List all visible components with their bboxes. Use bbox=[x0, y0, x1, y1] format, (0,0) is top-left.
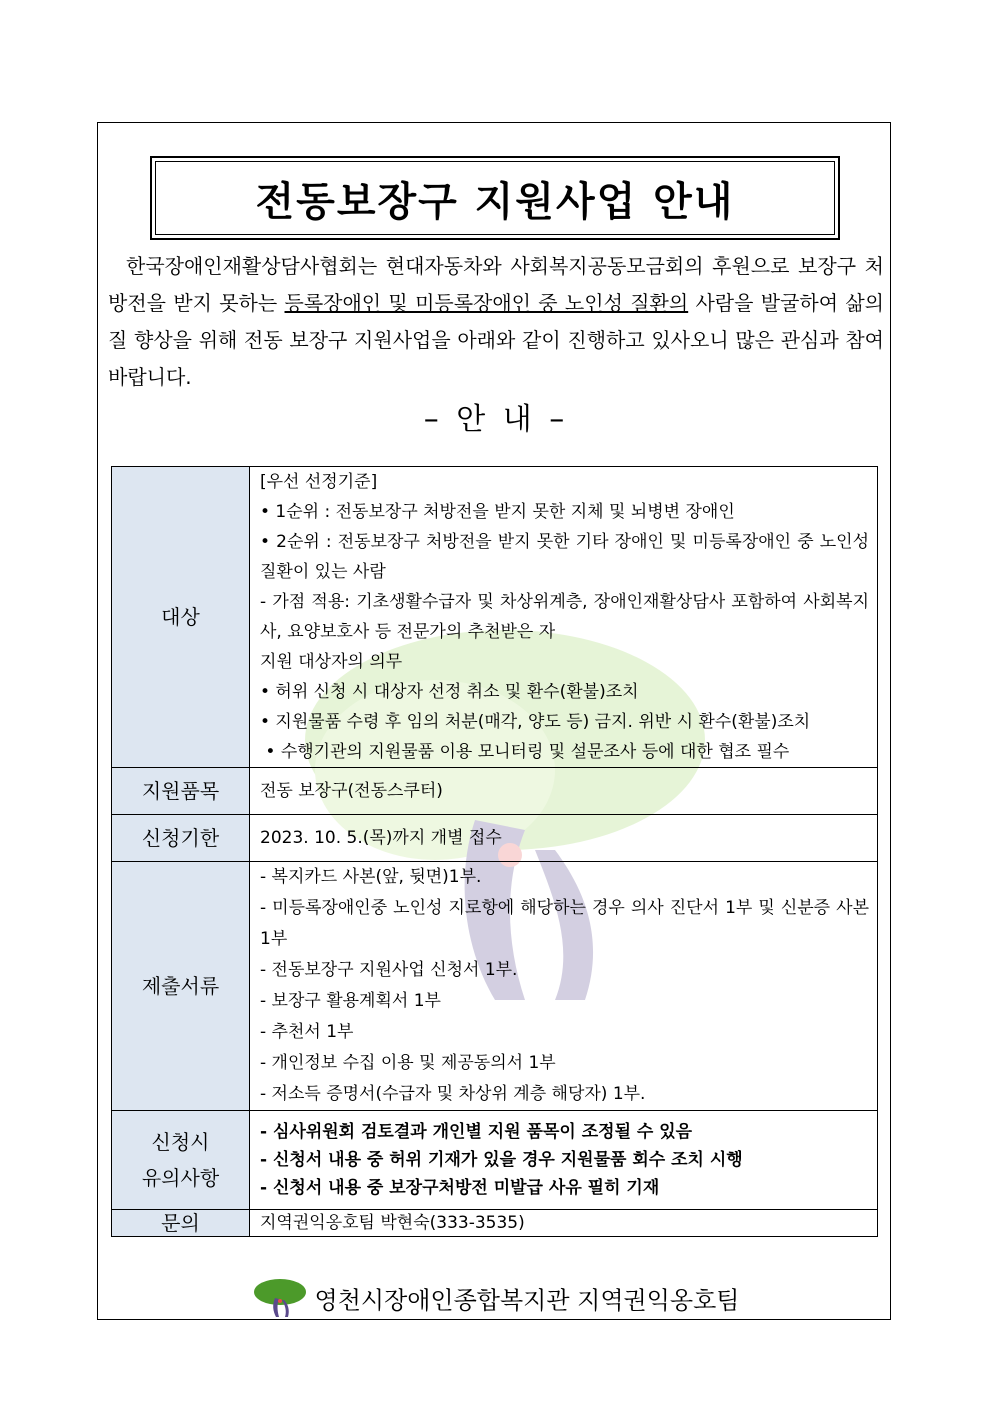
document-item: - 추천서 1부 bbox=[260, 1022, 354, 1042]
notes-content bbox=[250, 1111, 878, 1210]
info-table bbox=[111, 466, 878, 1237]
row-contact bbox=[112, 1210, 878, 1237]
page-title: 전동보장구 지원사업 안내 bbox=[155, 161, 835, 235]
target-line: • 지원물품 수령 후 임의 처분(매각, 양도 등) 금지. 위반 시 환수(환불)조치 bbox=[260, 712, 811, 732]
row-deadline bbox=[112, 815, 878, 862]
label-target: 대상 bbox=[112, 467, 250, 768]
label-deadline: 신청기한 bbox=[112, 815, 250, 862]
note-item: - 심사위원회 검토결과 개인별 지원 품목이 조정될 수 있음 bbox=[260, 1122, 693, 1142]
label-notes-line1: 신청시 bbox=[151, 1130, 210, 1154]
deadline-value: 2023. 10. 5.(목)까지 개별 접수 bbox=[250, 815, 878, 862]
target-line: 지원 대상자의 의무 bbox=[260, 652, 403, 672]
intro-underlined-text: 등록장애인 및 미등록장애인 중 노인성 질환의 bbox=[284, 291, 689, 315]
tree-logo-icon bbox=[253, 1278, 307, 1318]
title-box bbox=[150, 156, 840, 240]
document-item: - 개인정보 수집 이용 및 제공동의서 1부 bbox=[260, 1053, 556, 1073]
target-line: • 허위 신청 시 대상자 선정 취소 및 환수(환불)조치 bbox=[260, 682, 639, 702]
document-item: - 저소득 증명서(수급자 및 차상위 계층 해당자) 1부. bbox=[260, 1084, 646, 1104]
target-line: • 1순위 : 전동보장구 처방전을 받지 못한 지체 및 뇌병변 장애인 bbox=[260, 502, 735, 522]
note-item: - 신청서 내용 중 허위 기재가 있을 경우 지원물품 회수 조치 시행 bbox=[260, 1150, 743, 1170]
intro-text-part1: 한국장애인재활상담사협회는 현대자동차와 사회복지공동모금회의 후원으로 보장구 처방전을 받지 못하는 bbox=[108, 254, 884, 315]
document-item: - 전동보장구 지원사업 신청서 1부. bbox=[260, 960, 518, 980]
label-notes-line2: 유의사항 bbox=[141, 1166, 220, 1190]
documents-content bbox=[250, 862, 878, 1111]
label-documents: 제출서류 bbox=[112, 862, 250, 1111]
intro-paragraph bbox=[108, 248, 884, 396]
intro-text-part2: 사람을 발굴하여 삶의 질 향상을 위해 전동 보장구 지원사업을 아래와 같이 진행하고 있사오니 많은 관심과 참여 바랍니다. bbox=[108, 291, 884, 389]
label-notes bbox=[112, 1111, 250, 1210]
footer bbox=[0, 1278, 992, 1318]
document-item: - 보장구 활용계획서 1부 bbox=[260, 991, 441, 1011]
notice-heading: – 안 내 – bbox=[423, 402, 569, 437]
target-line: - 가점 적용: 기초생활수급자 및 차상위계층, 장애인재활상담사 포함하여 사회복지사, 요양보호사 등 전문가의 추천받은 자 bbox=[260, 592, 869, 642]
label-contact: 문의 bbox=[112, 1210, 250, 1237]
row-notes bbox=[112, 1111, 878, 1210]
target-line: • 2순위 : 전동보장구 처방전을 받지 못한 기타 장애인 및 미등록장애인 중 노인성질환이 있는 사람 bbox=[260, 532, 869, 582]
item-value: 전동 보장구(전동스쿠터) bbox=[250, 768, 878, 815]
row-item bbox=[112, 768, 878, 815]
document-item: - 복지카드 사본(앞, 뒷면)1부. bbox=[260, 867, 482, 887]
contact-value: 지역권익옹호팀 박현숙(333-3535) bbox=[250, 1210, 878, 1237]
target-line: [우선 선정기준] bbox=[260, 472, 378, 492]
note-item: - 신청서 내용 중 보장구처방전 미발급 사유 필히 기재 bbox=[260, 1178, 660, 1198]
target-content bbox=[250, 467, 878, 768]
target-line: • 수행기관의 지원물품 이용 모니터링 및 설문조사 등에 대한 협조 필수 bbox=[260, 742, 790, 762]
footer-org-name: 영천시장애인종합복지관 지역권익옹호팀 bbox=[314, 1286, 740, 1315]
document-item: - 미등록장애인중 노인성 지로항에 해당하는 경우 의사 진단서 1부 및 신분증 사본 1부 bbox=[260, 898, 869, 949]
row-documents bbox=[112, 862, 878, 1111]
label-item: 지원품목 bbox=[112, 768, 250, 815]
row-target bbox=[112, 467, 878, 768]
